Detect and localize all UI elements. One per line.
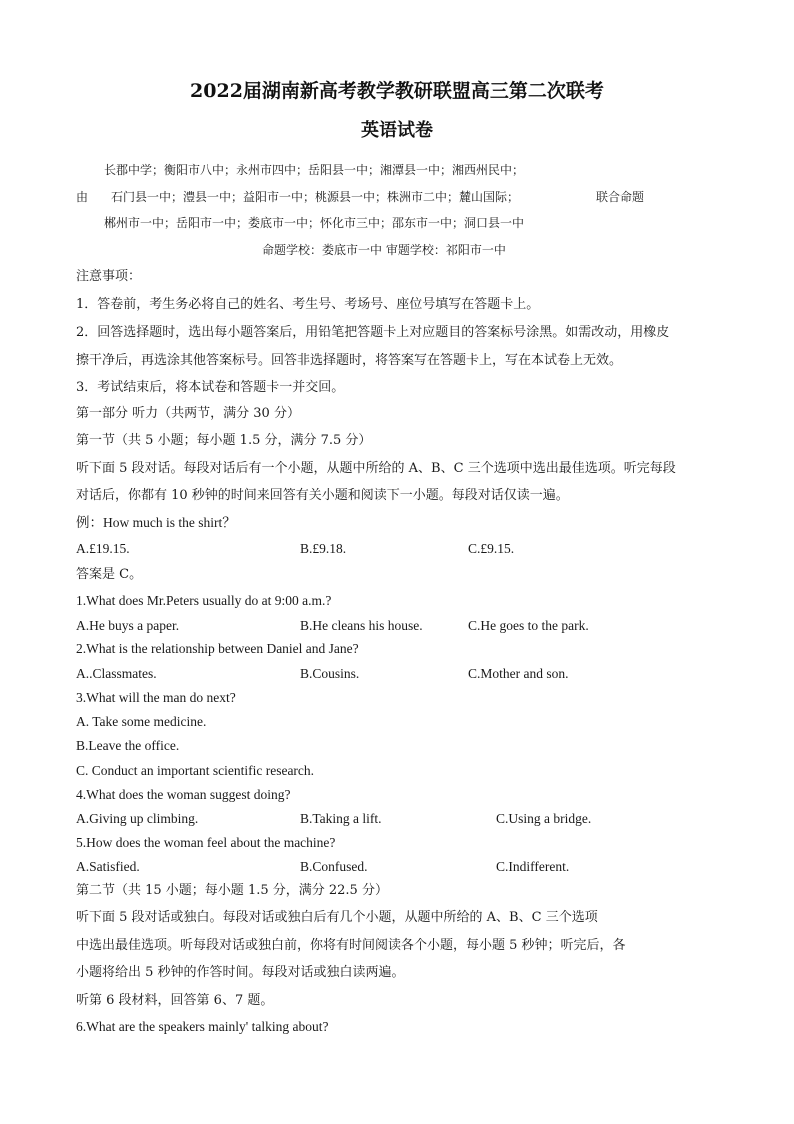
note-2a: 2．回答选择题时，选出每小题答案后，用铅笔把答题卡上对应题目的答案标号涂黑。如需改动，用橡皮 [76,325,670,340]
schools-line-3: 郴州市一中；岳阳市一中；娄底市一中；怀化市三中；邵东市一中；洞口县一中 [104,216,525,230]
note-1: 1．答卷前，考生务必将自己的姓名、考生号、考场号、座位号填写在答题卡上。 [76,297,540,312]
option-a: A. Take some medicine. [76,714,207,729]
example-option-a: A.£19.15. [76,541,130,556]
schools-line-4: 命题学校：娄底市一中 审题学校：祁阳市一中 [262,243,506,257]
notes-heading: 注意事项： [76,269,142,284]
section2-instr-b: 中选出最佳选项。听每段对话或独白前，你将有时间阅读各个小题，每小题 5 秒钟；听完后，各 [76,938,626,953]
example-option-c: C.£9.15. [468,541,515,556]
question-text: 2.What is the relationship between Daniel and Jane? [76,641,359,656]
option-b: B.Confused. [300,859,368,874]
example-question: 例：How much is the shirt？ [76,515,236,530]
option-a: A.Giving up climbing. [76,811,199,826]
schools-prefix: 由 [76,190,89,204]
schools-line-2: 石门县一中；澧县一中；益阳市一中；桃源县一中；株洲市二中；麓山国际； [111,190,520,204]
section2-heading: 第二节（共 15 小题；每小题 1.5 分，满分 22.5 分） [76,883,388,898]
question-text: 6.What are the speakers mainly' talking about? [76,1019,329,1034]
schools-suffix: 联合命题 [596,190,645,204]
example-answer: 答案是 C。 [76,567,143,582]
option-b: B.He cleans his house. [300,618,423,633]
note-3: 3．考试结束后，将本试卷和答题卡一并交回。 [76,380,345,395]
example-option-b: B.£9.18. [300,541,347,556]
question-text: 4.What does the woman suggest doing? [76,787,291,802]
note-2b: 擦干净后，再选涂其他答案标号。回答非选择题时，将答案写在答题卡上，写在本试卷上无效。 [76,353,623,368]
question-text: 5.How does the woman feel about the machine? [76,835,336,850]
question-text: 1.What does Mr.Peters usually do at 9:00 a.m.? [76,593,332,608]
section2-instr-c: 小题将给出 5 秒钟的作答时间。每段对话或独白读两遍。 [76,965,405,980]
material-6-heading: 听第 6 段材料，回答第 6、7 题。 [76,993,274,1008]
section2-instr-a: 听下面 5 段对话或独白。每段对话或独白后有几个小题，从题中所给的 A、B、C 三个选项 [76,910,598,925]
section1-instr-b: 对话后，你都有 10 秒钟的时间来回答有关小题和阅读下一小题。每段对话仅读一遍。 [76,488,569,503]
option-c: C. Conduct an important scientific research. [76,763,315,778]
option-a: A..Classmates. [76,666,157,681]
section1-instr-a: 听下面 5 段对话。每段对话后有一个小题，从题中所给的 A、B、C 三个选项中选出最佳选项。听完每段 [76,461,676,476]
option-c: C.Indifferent. [496,859,570,874]
exam-subtitle: 英语试卷 [361,120,433,141]
option-c: C.He goes to the park. [468,618,589,633]
part1-heading: 第一部分 听力（共两节，满分 30 分） [76,406,300,421]
option-c: C.Using a bridge. [496,811,592,826]
option-b: B.Taking a lift. [300,811,382,826]
section1-heading: 第一节（共 5 小题；每小题 1.5 分，满分 7.5 分） [76,433,372,448]
option-a: A.Satisfied. [76,859,140,874]
schools-line-1: 长郡中学；衡阳市八中；永州市四中；岳阳县一中；湘潭县一中；湘西州民中； [104,163,525,177]
option-b: B.Cousins. [300,666,360,681]
exam-title: 2022届湖南新高考教学教研联盟高三第二次联考 [190,80,604,102]
option-c: C.Mother and son. [468,666,569,681]
option-b: B.Leave the office. [76,738,180,753]
option-a: A.He buys a paper. [76,618,180,633]
question-text: 3.What will the man do next? [76,690,236,705]
